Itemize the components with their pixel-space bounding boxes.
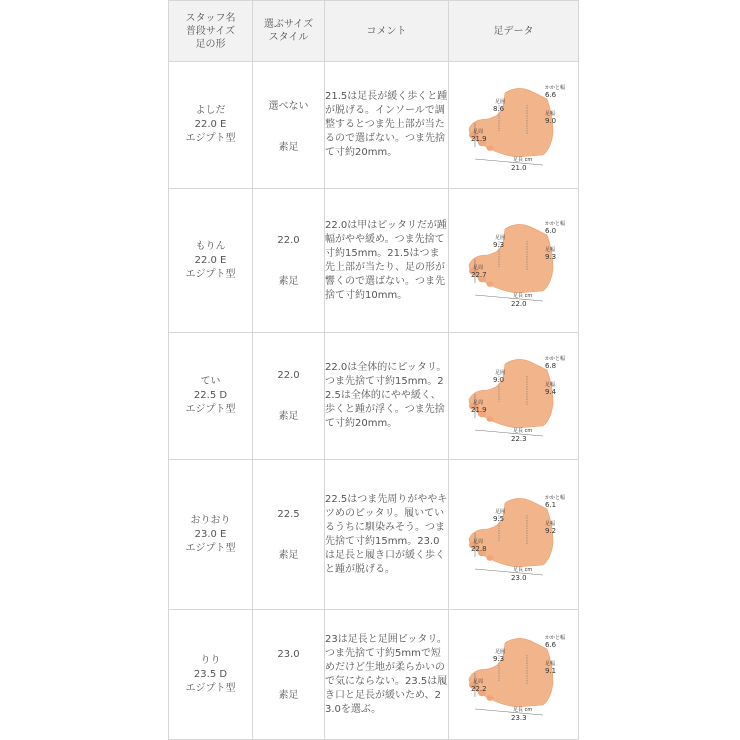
staff-cell [169, 610, 253, 740]
header-style: スタイル [268, 32, 309, 43]
foot-illustration [459, 211, 569, 311]
comment-cell: 23は足長と足囲ピッタリ。つま先捨て寸約5mmで短めだけど生地が柔らかいので気にならない。23.5は履き口と足長が緩いため、23.0を選ぶ。 [325, 610, 449, 740]
table-row [169, 333, 579, 460]
chosen-cell [253, 189, 325, 333]
heel-label: かかと幅 [544, 356, 565, 362]
usual-size: 22.0 E [194, 254, 227, 266]
circ-label: 足周 [472, 538, 483, 545]
foot-shape-image [469, 638, 553, 707]
circ-label: 足周 [472, 400, 483, 406]
heel-value: 6.0 [544, 226, 556, 235]
length-value: 23.0 [510, 573, 527, 582]
chosen-cell [253, 333, 325, 460]
heel-label: かかと幅 [544, 85, 565, 91]
staff-cell [169, 460, 253, 610]
circ-value: 21.9 [470, 406, 487, 414]
width-value: 9.3 [544, 252, 556, 261]
heel-value: 6.6 [544, 91, 556, 99]
foot-data-cell [449, 460, 579, 610]
staff-size-table [168, 0, 579, 740]
length-label: 足長 cm [512, 157, 532, 163]
toe [486, 555, 493, 561]
width-value: 9.1 [544, 666, 556, 675]
wear-style: 素足 [278, 275, 299, 287]
foot-shape: エジプト型 [185, 133, 236, 144]
header-foot-shape: 足の形 [195, 38, 226, 50]
width-value: 9.0 [544, 117, 556, 125]
instep-label: 足囲 [494, 99, 505, 105]
length-value: 23.3 [510, 713, 527, 722]
circ-label: 足周 [472, 678, 483, 685]
foot-shape-image [469, 88, 553, 157]
width-value: 9.4 [544, 388, 556, 396]
length-label: 足長 cm [512, 428, 532, 434]
width-value: 9.2 [544, 526, 556, 535]
length-line [475, 430, 543, 436]
length-label: 足長 cm [512, 706, 532, 713]
length-label: 足長 cm [512, 292, 532, 299]
header-staff [169, 1, 253, 62]
length-line [475, 569, 543, 575]
circ-value: 22.7 [470, 270, 487, 279]
foot-illustration [459, 346, 569, 446]
width-label: 足幅 [544, 382, 555, 388]
foot-shape-image [469, 224, 553, 293]
staff-name: おりおり [190, 514, 231, 526]
chosen-size: 23.0 [277, 648, 300, 660]
chosen-cell [253, 62, 325, 189]
circ-value: 21.9 [470, 135, 487, 143]
length-value: 22.0 [510, 299, 527, 308]
chosen-size: 22.5 [277, 508, 300, 520]
instep-value: 9.3 [492, 654, 504, 663]
staff-name: もりん [195, 240, 226, 252]
staff-name: てい [200, 376, 221, 387]
header-comment: コメント [325, 1, 449, 62]
width-label: 足幅 [544, 520, 555, 527]
foot-data-cell [449, 610, 579, 740]
length-line [475, 295, 543, 301]
comment-cell: 21.5は足長が緩く歩くと踵が脱げる。インソールで調整するとつま先上部が当たるので選ばない。つま先捨て寸約20mm。 [325, 62, 449, 189]
foot-data-cell [449, 333, 579, 460]
circ-label: 足周 [472, 264, 483, 271]
heel-value: 6.1 [544, 500, 556, 509]
usual-size: 23.0 E [194, 528, 227, 540]
length-value: 21.0 [510, 164, 527, 172]
length-label: 足長 cm [512, 566, 532, 573]
header-staff-name: スタッフ名 [185, 12, 236, 24]
comment-cell: 22.5はつま先周りがややキツめのピッタリ。履いているうちに馴染みそう。つま先捨て寸約15mm。23.0は足長と履き口が緩く歩くと踵が脱げる。 [325, 460, 449, 610]
heel-label: かかと幅 [544, 634, 565, 641]
staff-cell [169, 189, 253, 333]
heel-label: かかと幅 [544, 220, 565, 227]
length-line [475, 159, 543, 165]
foot-shape-image [469, 498, 553, 567]
foot-data-cell [449, 189, 579, 333]
instep-label: 足囲 [494, 234, 505, 241]
chosen-cell [253, 610, 325, 740]
instep-label: 足囲 [494, 508, 505, 515]
wear-style: 素足 [278, 142, 299, 153]
chosen-size: 22.0 [277, 234, 300, 246]
foot-data-cell [449, 62, 579, 189]
header-foot-data: 足データ [449, 1, 579, 62]
header-chosen [253, 1, 325, 62]
toe [486, 416, 493, 422]
table-row [169, 460, 579, 610]
chosen-size: 22.0 [277, 370, 300, 381]
wear-style: 素足 [278, 689, 299, 701]
usual-size: 23.5 D [193, 668, 228, 680]
length-value: 22.3 [510, 435, 527, 443]
toe [486, 695, 493, 701]
circ-label: 足周 [472, 129, 483, 135]
foot-shape-image [469, 359, 553, 428]
length-line [475, 709, 543, 715]
instep-value: 9.0 [492, 376, 504, 384]
wear-style: 素足 [278, 411, 299, 422]
usual-size: 22.5 D [193, 390, 228, 401]
header-usual-size: 普段サイズ [185, 25, 236, 37]
width-label: 足幅 [544, 111, 555, 117]
instep-label: 足囲 [494, 370, 505, 376]
foot-shape: エジプト型 [185, 268, 236, 280]
table-row [169, 189, 579, 333]
wear-style: 素足 [278, 549, 299, 561]
staff-cell [169, 62, 253, 189]
staff-name: よしだ [195, 105, 226, 116]
instep-value: 8.6 [492, 105, 504, 113]
staff-cell [169, 333, 253, 460]
foot-illustration [459, 625, 569, 725]
circ-value: 22.2 [470, 684, 487, 693]
toe [486, 145, 493, 151]
chosen-cell [253, 460, 325, 610]
width-label: 足幅 [544, 660, 555, 667]
instep-value: 9.5 [492, 514, 504, 523]
table-row [169, 610, 579, 740]
foot-shape: エジプト型 [185, 542, 236, 554]
width-label: 足幅 [544, 246, 555, 253]
heel-label: かかと幅 [544, 494, 565, 501]
staff-name: りり [200, 654, 221, 666]
instep-label: 足囲 [494, 648, 505, 655]
foot-illustration [459, 75, 569, 175]
header-chosen-size: 選ぶサイズ [263, 19, 314, 30]
heel-value: 6.6 [544, 640, 556, 649]
usual-size: 22.0 E [194, 119, 227, 130]
toe [486, 281, 493, 287]
foot-shape: エジプト型 [185, 682, 236, 694]
table-header-row [169, 1, 579, 62]
circ-value: 22.8 [470, 544, 487, 553]
instep-value: 9.3 [492, 240, 504, 249]
foot-shape: エジプト型 [185, 404, 236, 415]
heel-value: 6.8 [544, 362, 556, 370]
foot-illustration [459, 485, 569, 585]
comment-cell: 22.0は全体的にピッタリ。つま先捨て寸約15mm。22.5は全体的にやや緩く、歩くと踵が浮く。つま先捨て寸約20mm。 [325, 333, 449, 460]
table-row [169, 62, 579, 189]
comment-cell: 22.0は甲はピッタリだが踵幅がやや緩め。つま先捨て寸約15mm。21.5はつま先上部が当たり、足の形が響くので選ばない。つま先捨て寸約10mm。 [325, 189, 449, 333]
chosen-size: 選べない [268, 101, 309, 112]
